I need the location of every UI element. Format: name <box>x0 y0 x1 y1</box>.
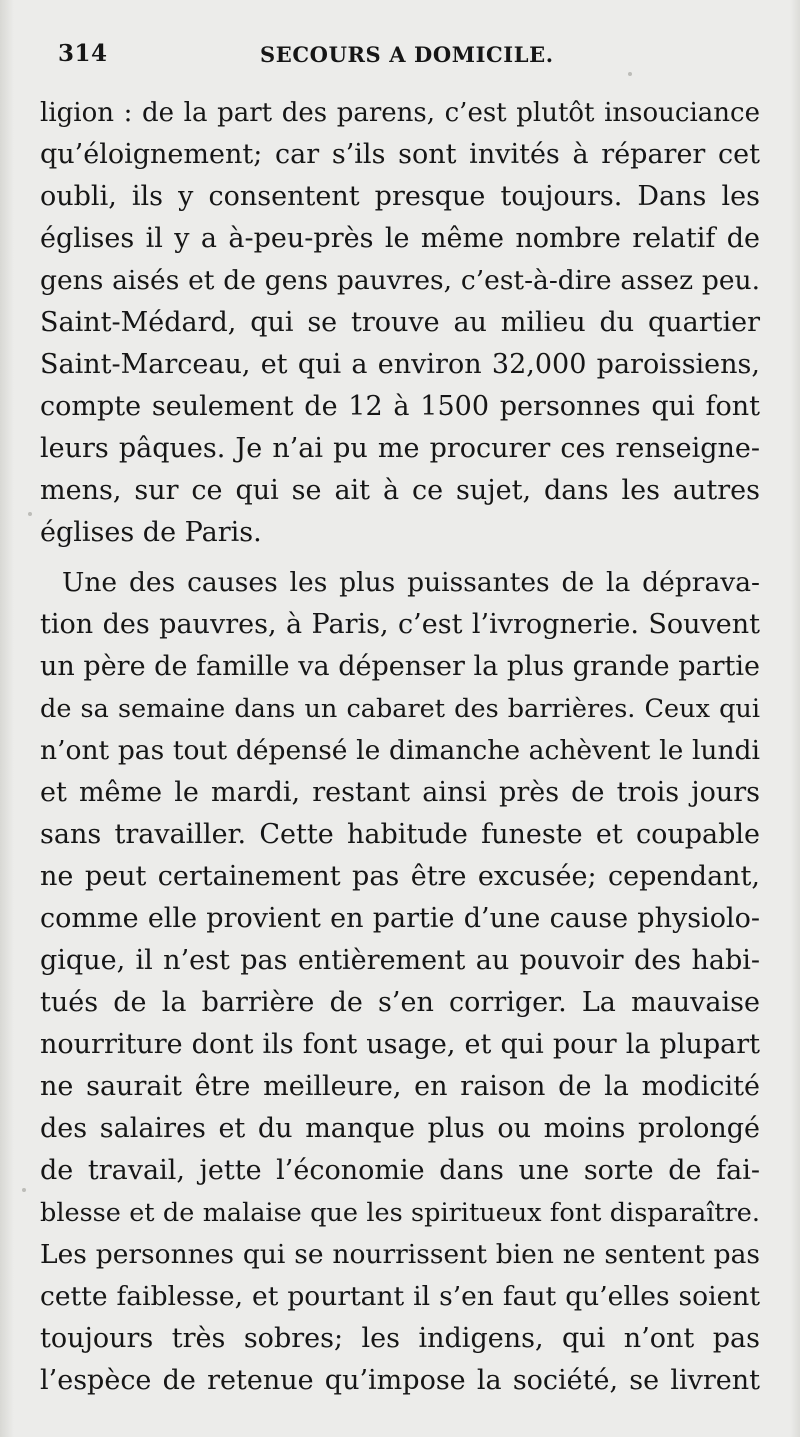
text-line: l’espèce de retenue qu’impose la société, se livrent <box>40 1365 760 1396</box>
text-line: sans travailler. Cette habitude funeste et coupable <box>40 819 760 850</box>
text-line: des salaires et du manque plus ou moins prolongé <box>40 1113 760 1144</box>
body-text <box>40 92 760 1402</box>
text-line: Saint-Marceau, et qui a environ 32,000 paroissiens, <box>40 349 760 380</box>
text-line: comme elle provient en partie d’une cause physiolo- <box>40 903 760 934</box>
page-header <box>44 40 754 80</box>
text-line: églises de Paris. <box>40 517 262 548</box>
text-line: leurs pâques. Je n’ai pu me procurer ces renseigne- <box>40 433 760 464</box>
paragraph-2 <box>40 562 760 1402</box>
paper-speck <box>28 512 32 516</box>
text-line: ne peut certainement pas être excusée; cependant, <box>40 861 760 892</box>
text-line: ligion : de la part des parens, c’est plutôt insouciance <box>40 98 760 128</box>
text-line: de travail, jette l’économie dans une sorte de fai- <box>40 1155 760 1186</box>
text-line: compte seulement de 12 à 1500 personnes qui font <box>40 391 760 422</box>
text-line: toujours très sobres; les indigens, qui n’ont pas <box>40 1323 760 1354</box>
text-line: un père de famille va dépenser la plus grande partie <box>40 651 760 682</box>
page-number: 314 <box>58 40 108 67</box>
text-line: Les personnes qui se nourrissent bien ne sentent pas <box>40 1239 760 1270</box>
paragraph-gap <box>40 554 760 562</box>
running-head: SECOURS A DOMICILE. <box>260 42 554 67</box>
text-line: Une des causes les plus puissantes de la déprava- <box>62 567 760 598</box>
text-line: Saint-Médard, qui se trouve au milieu du quartier <box>40 307 760 338</box>
text-line: qu’éloignement; car s’ils sont invités à réparer cet <box>40 139 760 170</box>
text-line: cette faiblesse, et pourtant il s’en faut qu’elles soient <box>40 1281 760 1312</box>
text-line: églises il y a à-peu-près le même nombre relatif de <box>40 223 760 254</box>
page-left-edge <box>0 0 14 1437</box>
text-line: ne saurait être meilleure, en raison de la modicité <box>40 1071 760 1102</box>
text-line: mens, sur ce qui se ait à ce sujet, dans les autres <box>40 475 760 506</box>
text-line: gens aisés et de gens pauvres, c’est-à-dire assez peu. <box>40 265 760 296</box>
text-line: oubli, ils y consentent presque toujours. Dans les <box>40 181 760 212</box>
text-line: de sa semaine dans un cabaret des barrières. Ceux qui <box>40 694 760 724</box>
text-line: nourriture dont ils font usage, et qui pour la plupart <box>40 1029 760 1060</box>
text-line: gique, il n’est pas entièrement au pouvoir des habi- <box>40 945 760 976</box>
paper-speck <box>628 72 632 76</box>
text-line: blesse et de malaise que les spiritueux font disparaître. <box>40 1198 760 1228</box>
text-line: tion des pauvres, à Paris, c’est l’ivrognerie. Souvent <box>40 609 760 640</box>
text-line: n’ont pas tout dépensé le dimanche achèvent le lundi <box>40 735 760 766</box>
text-line: tués de la barrière de s’en corriger. La mauvaise <box>40 987 760 1018</box>
paper-speck <box>22 1188 26 1192</box>
text-line: et même le mardi, restant ainsi près de trois jours <box>40 777 760 808</box>
paragraph-1 <box>40 92 760 554</box>
page-right-edge <box>790 0 800 1437</box>
